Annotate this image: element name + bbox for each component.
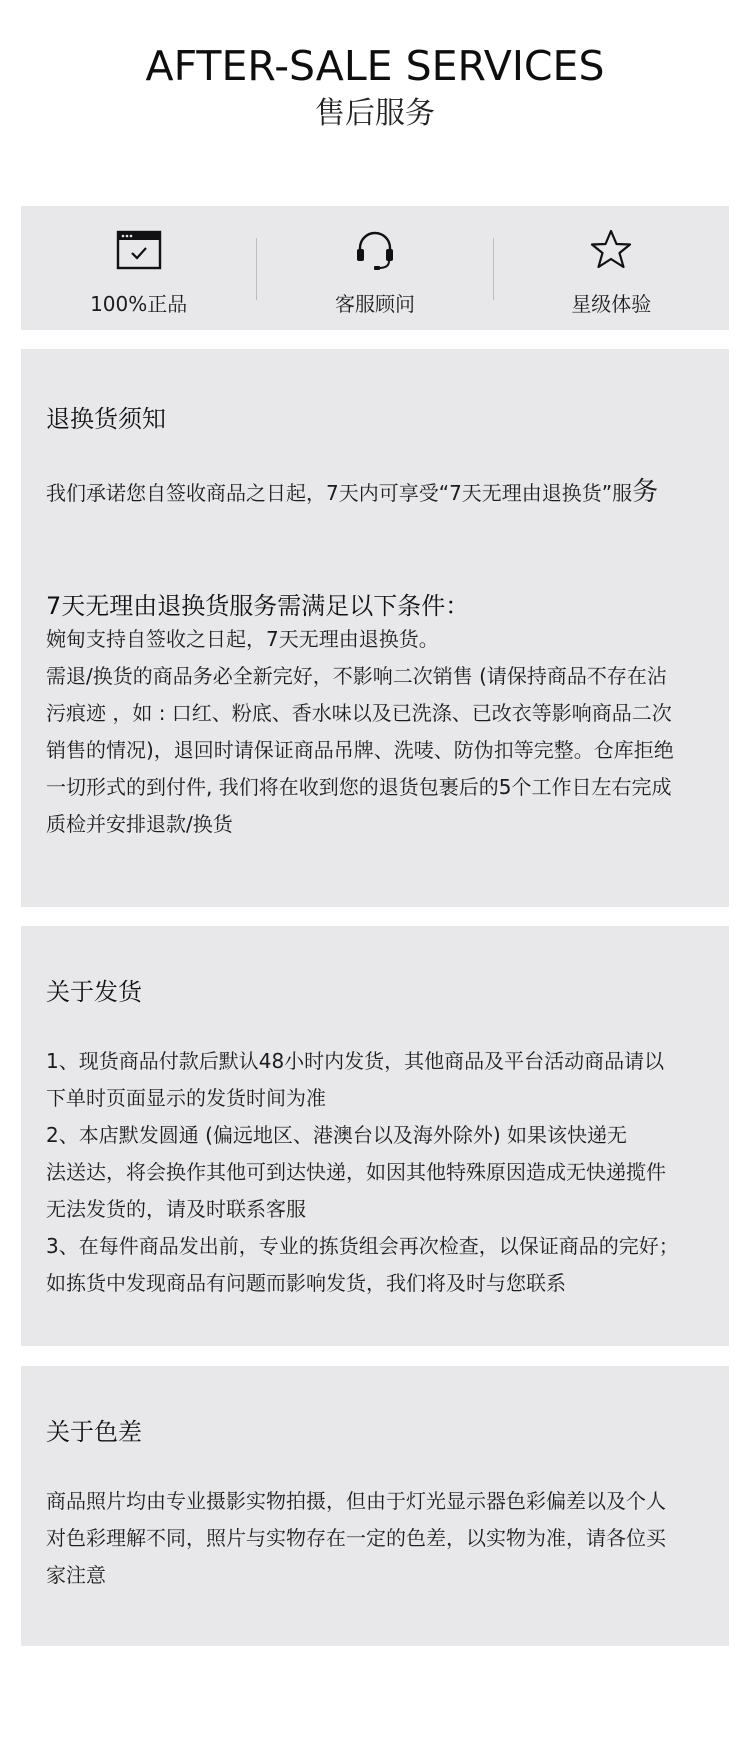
shipping-section <box>21 926 729 1346</box>
page-header <box>0 40 750 134</box>
list-item: 商品照片均由专业摄影实物拍摄，但由于灯光显示器色彩偏差以及个人 <box>46 1489 666 1513</box>
feature-label: 100%正品 <box>90 292 188 316</box>
returns-intro <box>46 474 718 512</box>
list-item: 3、在每件商品发出前，专业的拣货组会再次检查，以保证商品的完好； <box>46 1234 679 1258</box>
features-bar <box>21 206 729 330</box>
feature-star <box>494 206 729 330</box>
page-title-cn: 售后服务 <box>315 96 435 131</box>
list-item: 1、现货商品付款后默认48小时内发货，其他商品及平台活动商品请以 <box>46 1049 665 1073</box>
list-item: 一切形式的到付件, 我们将在收到您的退货包裹后的5个工作日左右完成 <box>46 775 672 799</box>
list-item: 2、本店默发圆通 (偏远地区、港澳台以及海外除外) 如果该快递无 <box>46 1123 628 1147</box>
list-item: 下单时页面显示的发货时间为准 <box>46 1086 326 1110</box>
returns-conditions <box>46 621 718 843</box>
color-text <box>46 1483 718 1594</box>
feature-authentic <box>21 206 256 330</box>
list-item: 如拣货中发现商品有问题而影响发货，我们将及时与您联系 <box>46 1271 566 1295</box>
color-section <box>21 1366 729 1646</box>
list-item: 婉甸支持自签收之日起，7天无理由退换货。 <box>46 627 439 651</box>
star-icon <box>587 228 635 272</box>
feature-label: 星级体验 <box>571 292 652 316</box>
headset-icon <box>351 228 399 272</box>
feature-label: 客服顾问 <box>334 292 415 316</box>
returns-section <box>21 349 729 907</box>
list-item: 法送达，将会换作其他可到达快递，如因其他特殊原因造成无快递揽件 <box>46 1160 666 1184</box>
returns-intro-text: 我们承诺您自签收商品之日起，7天内可享受“7天无理由退换货”服 <box>46 481 633 505</box>
list-item: 需退/换货的商品务必全新完好，不影响二次销售 (请保持商品不存在沾 <box>46 664 667 688</box>
list-item: 污痕迹 ，如 : 口红、粉底、香水味以及已洗涤、已改衣等影响商品二次 <box>46 701 672 725</box>
list-item: 家注意 <box>46 1563 106 1587</box>
feature-support <box>257 206 492 330</box>
list-item: 质检并安排退款/换货 <box>46 812 233 836</box>
list-item: 对色彩理解不同，照片与实物存在一定的色差，以实物为准，请各位买 <box>46 1526 666 1550</box>
browser-check-icon <box>115 228 163 272</box>
shipping-text <box>46 1043 718 1302</box>
section-title: 退换货须知 <box>46 405 166 433</box>
returns-subtitle: 7天无理由退换货服务需满足以下条件： <box>46 592 470 620</box>
page-title-en: AFTER-SALE SERVICES <box>145 42 605 90</box>
list-item: 销售的情况)，退回时请保证商品吊牌、洗唛、防伪扣等完整。仓库拒绝 <box>46 738 674 762</box>
section-title: 关于色差 <box>46 1418 142 1446</box>
section-title: 关于发货 <box>46 978 142 1006</box>
list-item: 无法发货的，请及时联系客服 <box>46 1197 306 1221</box>
returns-intro-last: 务 <box>632 477 659 507</box>
